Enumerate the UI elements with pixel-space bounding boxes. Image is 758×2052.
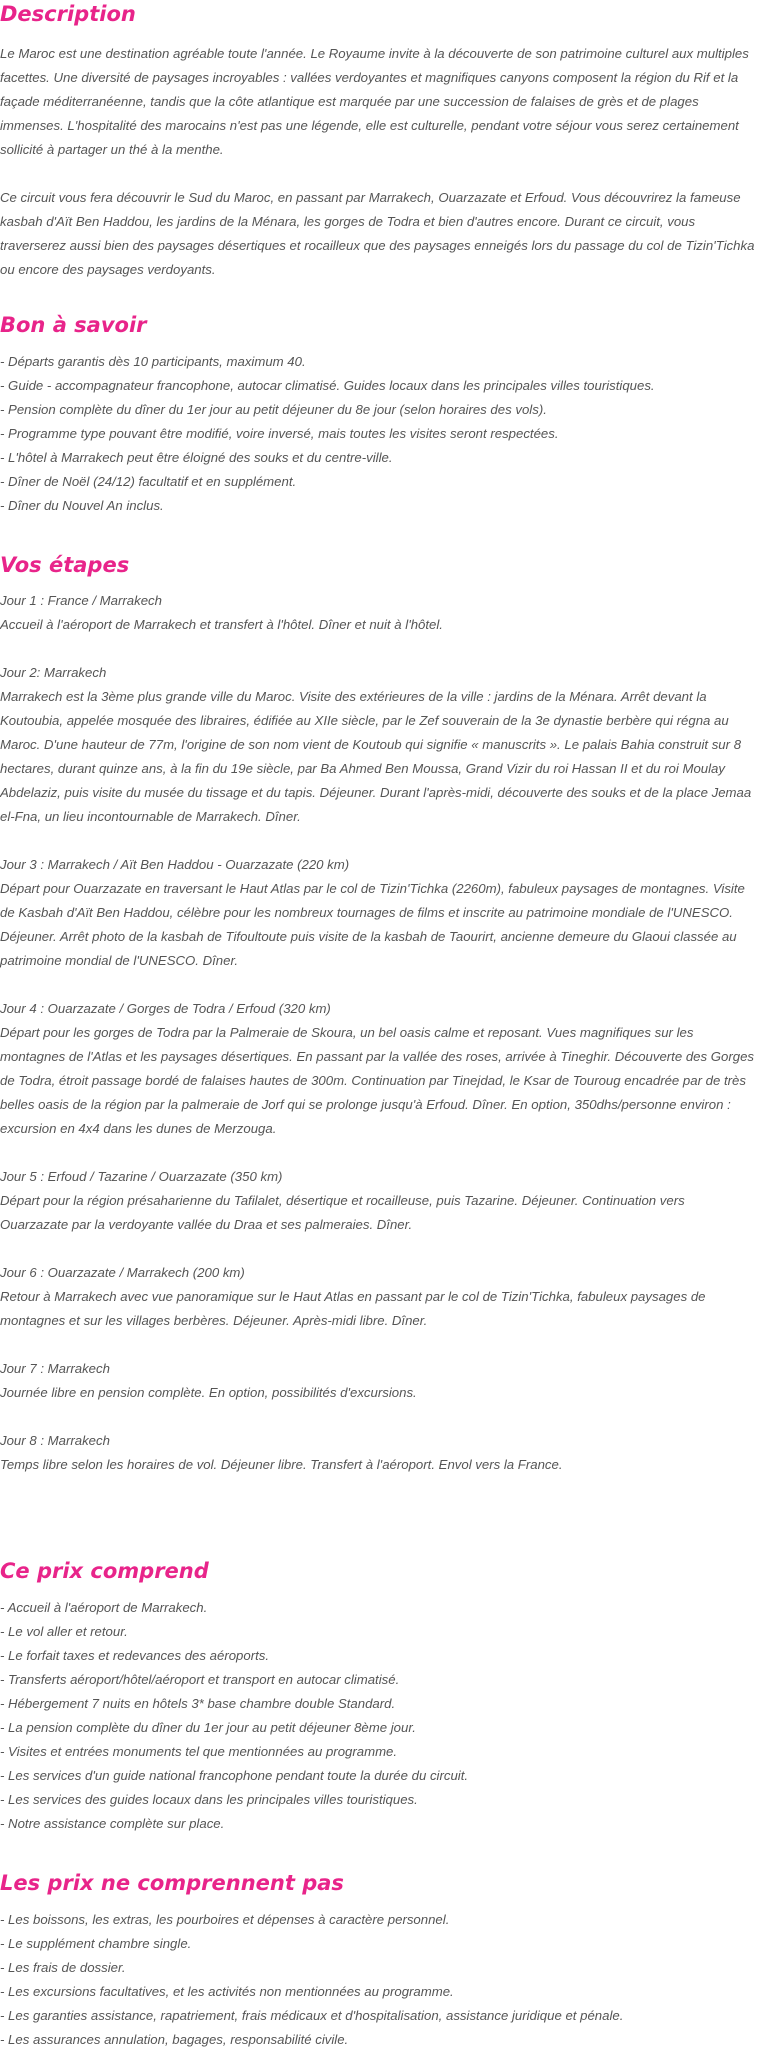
day-heading: Jour 7 : Marrakech bbox=[0, 1361, 110, 1376]
list-item: - Accueil à l'aéroport de Marrakech. bbox=[0, 1600, 208, 1615]
list-item: - Le supplément chambre single. bbox=[0, 1936, 192, 1951]
list-item: - Les frais de dossier. bbox=[0, 1960, 126, 1975]
list-item: - Pension complète du dîner du 1er jour au petit déjeuner du 8e jour (selon horaires des vols). bbox=[0, 402, 547, 417]
list-item: - Le vol aller et retour. bbox=[0, 1624, 128, 1639]
description-heading: Description bbox=[0, 2, 136, 26]
etapes-heading: Vos étapes bbox=[0, 553, 130, 577]
list-item: - Les assurances annulation, bagages, responsabilité civile. bbox=[0, 2032, 349, 2047]
day-3 bbox=[0, 853, 756, 973]
day-heading: Jour 8 : Marrakech bbox=[0, 1433, 110, 1448]
day-6 bbox=[0, 1261, 756, 1333]
list-item: - Les services d'un guide national francophone pendant toute la durée du circuit. bbox=[0, 1768, 469, 1783]
day-7 bbox=[0, 1357, 756, 1405]
day-text: Retour à Marrakech avec vue panoramique sur le Haut Atlas en passant par le col de Tizin'Tichka, fabuleux paysages de montagnes et sur les villages berbères. Déjeuner. Après-midi libre. Dîner. bbox=[0, 1289, 706, 1328]
day-1 bbox=[0, 589, 756, 637]
day-heading: Jour 5 : Erfoud / Tazarine / Ouarzazate (350 km) bbox=[0, 1169, 283, 1184]
day-text: Accueil à l'aéroport de Marrakech et transfert à l'hôtel. Dîner et nuit à l'hôtel. bbox=[0, 617, 443, 632]
day-text: Marrakech est la 3ème plus grande ville du Maroc. Visite des extérieures de la ville : jardins de la Ménara. Arrêt devant la Koutoubia, appelée mosquée des libraires, édifiée au XIIe siècle, par le Zef souverain de la 3e dynastie berbère qui régna au Maroc. D'une hauteur de 77m, l'origine de son nom vient de Koutoub qui signifie « manuscrits ». Le palais Bahia construit sur 8 hectares, durant quinze ans, à la fin du 19e siècle, par Ba Ahmed Ben Moussa, Grand Vizir du roi Hassan II et du roi Moulay Abdelaziz, puis visite du musée du tissage et du tapis. Déjeuner. Durant l'après-midi, découverte des souks et de la place Jemaa el-Fna, un lieu incontournable de Marrakech. Dîner. bbox=[0, 689, 752, 824]
description-paragraph-2: Ce circuit vous fera découvrir le Sud du Maroc, en passant par Marrakech, Ouarzazate et Erfoud. Vous découvrirez la fameuse kasbah d'Aït Ben Haddou, les jardins de la Ménara, les gorges de Todra et bien d'autres encore. Durant ce circuit, vous traverserez aussi bien des paysages désertiques et rocailleux que des paysages enneigés lors du passage du col de Tizin'Tichka ou encore des paysages verdoyants. bbox=[0, 190, 755, 277]
list-item: - Les services des guides locaux dans les principales villes touristiques. bbox=[0, 1792, 418, 1807]
comprend-heading: Ce prix comprend bbox=[0, 1559, 209, 1583]
day-4 bbox=[0, 997, 756, 1141]
description-paragraph-1: Le Maroc est une destination agréable toute l'année. Le Royaume invite à la découverte de son patrimoine culturel aux multiples facettes. Une diversité de paysages incroyables : vallées verdoyantes et magnifiques canyons composent la région du Rif et la façade méditerranéenne, tandis que la côte atlantique est marquée par une succession de falaises de grès et de plages immenses. L'hospitalité des marocains n'est pas une légende, elle est culturelle, pendant votre séjour vous serez certainement sollicité à partager un thé à la menthe. bbox=[0, 46, 749, 157]
ne-comprend-pas-heading: Les prix ne comprennent pas bbox=[0, 1871, 344, 1895]
list-item: - Visites et entrées monuments tel que mentionnées au programme. bbox=[0, 1744, 398, 1759]
day-heading: Jour 3 : Marrakech / Aït Ben Haddou - Ouarzazate (220 km) bbox=[0, 857, 350, 872]
list-item: - Les boissons, les extras, les pourboires et dépenses à caractère personnel. bbox=[0, 1912, 450, 1927]
list-item: - Notre assistance complète sur place. bbox=[0, 1816, 225, 1831]
day-text: Départ pour les gorges de Todra par la Palmeraie de Skoura, un bel oasis calme et reposant. Vues magnifiques sur les montagnes de l'Atlas et les paysages désertiques. En passant par la vallée des roses, arrivée à Tineghir. Découverte des Gorges de Todra, étroit passage bordé de falaises hautes de 300m. Continuation par Tinejdad, le Ksar de Touroug encadrée par de très belles oasis de la région par la palmeraie de Jorf qui se prolonge jusqu'à Erfoud. Dîner. En option, 350dhs/personne environ : excursion en 4x4 dans les dunes de Merzouga. bbox=[0, 1025, 755, 1136]
day-text: Départ pour Ouarzazate en traversant le Haut Atlas par le col de Tizin'Tichka (2260m), fabuleux paysages de montagnes. Visite de Kasbah d'Aït Ben Haddou, célèbre pour les nombreux tournages de films et inscrite au patrimoine mondiale de l'UNESCO. Déjeuner. Arrêt photo de la kasbah de Tifoultoute puis visite de la kasbah de Taourirt, ancienne demeure du Glaoui classée au patrimoine mondial de l'UNESCO. Dîner. bbox=[0, 881, 745, 968]
list-item: - Hébergement 7 nuits en hôtels 3* base chambre double Standard. bbox=[0, 1696, 396, 1711]
day-heading: Jour 4 : Ouarzazate / Gorges de Todra / Erfoud (320 km) bbox=[0, 1001, 331, 1016]
list-item: - Les excursions facultatives, et les activités non mentionnées au programme. bbox=[0, 1984, 454, 1999]
list-item: - Les garanties assistance, rapatriement, frais médicaux et d'hospitalisation, assistance juridique et pénale. bbox=[0, 2008, 624, 2023]
comprend-list bbox=[0, 1596, 756, 1836]
list-item: - Dîner du Nouvel An inclus. bbox=[0, 498, 164, 513]
list-item: - Transferts aéroport/hôtel/aéroport et transport en autocar climatisé. bbox=[0, 1672, 400, 1687]
ne-comprend-pas-list bbox=[0, 1908, 756, 2052]
day-heading: Jour 6 : Ouarzazate / Marrakech (200 km) bbox=[0, 1265, 245, 1280]
day-heading: Jour 1 : France / Marrakech bbox=[0, 593, 162, 608]
list-item: - Dîner de Noël (24/12) facultatif et en supplément. bbox=[0, 474, 297, 489]
day-text: Départ pour la région présaharienne du Tafilalet, désertique et rocailleuse, puis Tazarine. Déjeuner. Continuation vers Ouarzazate par la verdoyante vallée du Draa et ses palmeraies. Dîner. bbox=[0, 1193, 685, 1232]
bon-a-savoir-heading: Bon à savoir bbox=[0, 313, 147, 337]
list-item: - Le forfait taxes et redevances des aéroports. bbox=[0, 1648, 270, 1663]
list-item: - Départs garantis dès 10 participants, maximum 40. bbox=[0, 354, 306, 369]
list-item: - L'hôtel à Marrakech peut être éloigné des souks et du centre-ville. bbox=[0, 450, 393, 465]
day-8 bbox=[0, 1429, 756, 1477]
day-heading: Jour 2: Marrakech bbox=[0, 665, 107, 680]
day-text: Journée libre en pension complète. En option, possibilités d'excursions. bbox=[0, 1385, 417, 1400]
list-item: - Guide - accompagnateur francophone, autocar climatisé. Guides locaux dans les principales villes touristiques. bbox=[0, 378, 655, 393]
bon-a-savoir-list bbox=[0, 350, 756, 518]
day-text: Temps libre selon les horaires de vol. Déjeuner libre. Transfert à l'aéroport. Envol vers la France. bbox=[0, 1457, 563, 1472]
list-item: - La pension complète du dîner du 1er jour au petit déjeuner 8ème jour. bbox=[0, 1720, 416, 1735]
day-2 bbox=[0, 661, 756, 829]
list-item: - Programme type pouvant être modifié, voire inversé, mais toutes les visites seront respectées. bbox=[0, 426, 559, 441]
day-5 bbox=[0, 1165, 756, 1237]
